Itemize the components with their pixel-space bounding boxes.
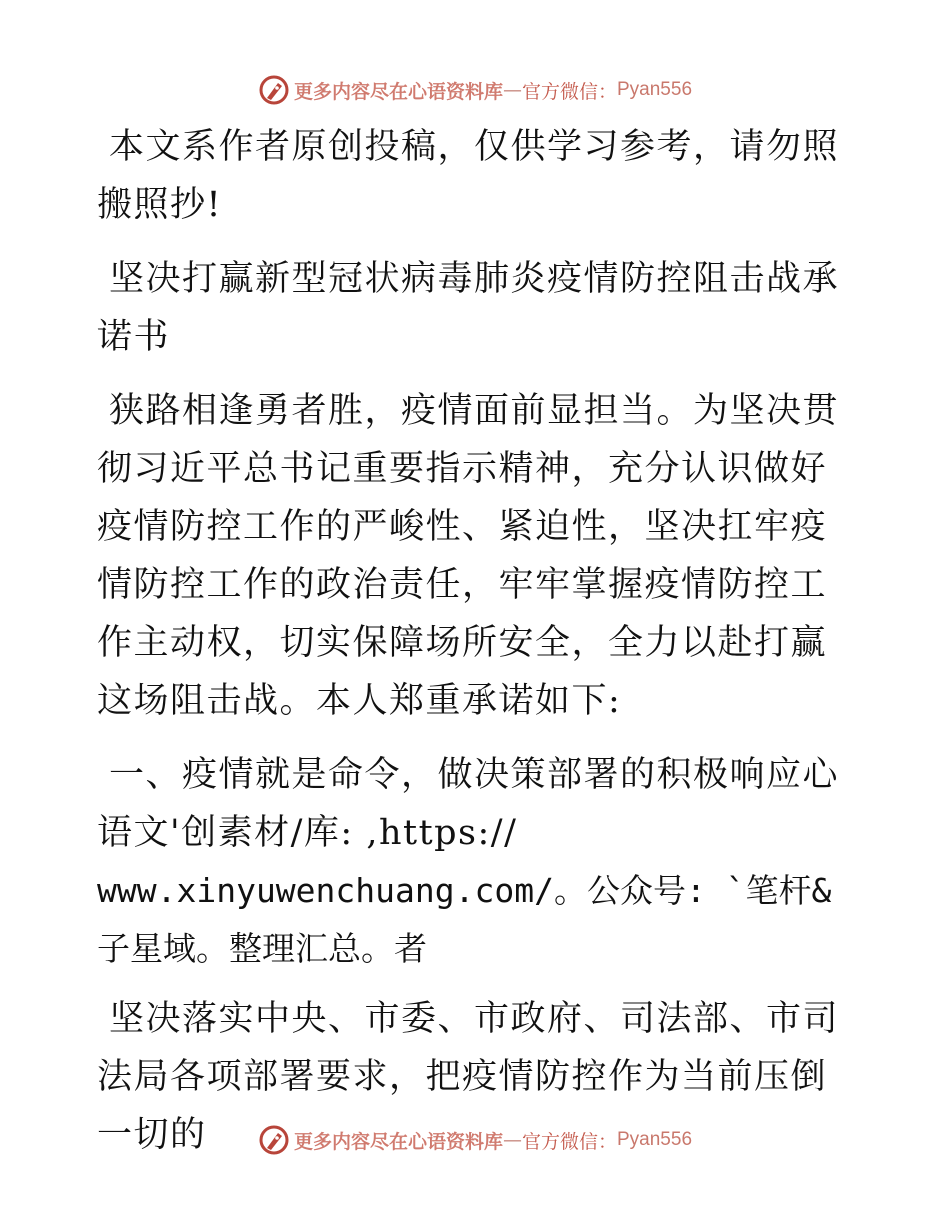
document-title: 坚决打赢新型冠状病毒肺炎疫情防控阻击战承诺书 <box>97 259 840 357</box>
watermark-wechat-label: 官方微信： <box>521 1130 617 1153</box>
watermark-main-text: 更多内容尽在心语资料库 <box>293 80 503 103</box>
section-1-heading: 一、疫情就是命令，做决策部署的积极响应心语文'创素材/库: ,https:// www.xinyuwenchuang.com/。公众号: `笔杆&子星域。整理汇总。者 <box>97 755 840 968</box>
notice-paragraph: 本文系作者原创投稿，仅供学习参考，请勿照搬照抄! <box>97 127 840 225</box>
watermark-header <box>0 70 950 110</box>
watermark-wechat-id: Pyan556 <box>617 1129 693 1150</box>
pen-nib-logo-icon <box>258 74 290 106</box>
intro-paragraph: 狭路相逢勇者胜，疫情面前显担当。为坚决贯彻习近平总书记重要指示精神，充分认识做好疫情防控工作的严峻性、紧迫性，坚决扛牢疫情防控工作的政治责任，牢牢掌握疫情防控工作主动权，切实保障场所安全，全力以赴打赢这场阻击战。本人郑重承诺如下: <box>97 391 840 721</box>
watermark-wechat-id: Pyan556 <box>617 79 693 100</box>
pen-nib-logo-icon <box>258 1124 290 1156</box>
section-1-url-line: www.xinyuwenchuang.com/。公众号: `笔杆&子星域。整理汇总。者 <box>97 871 832 968</box>
watermark-wechat-label: 官方微信： <box>521 80 617 103</box>
section-1-body: 坚决落实中央、市委、市政府、司法部、市司法局各项部署要求，把疫情防控作为当前压倒一切的 <box>97 999 840 1155</box>
document-body <box>97 118 857 1180</box>
watermark-main-text: 更多内容尽在心语资料库 <box>293 1130 503 1153</box>
watermark-footer <box>0 1120 950 1160</box>
watermark-dash: — <box>502 1129 522 1151</box>
watermark-dash: — <box>502 79 522 101</box>
